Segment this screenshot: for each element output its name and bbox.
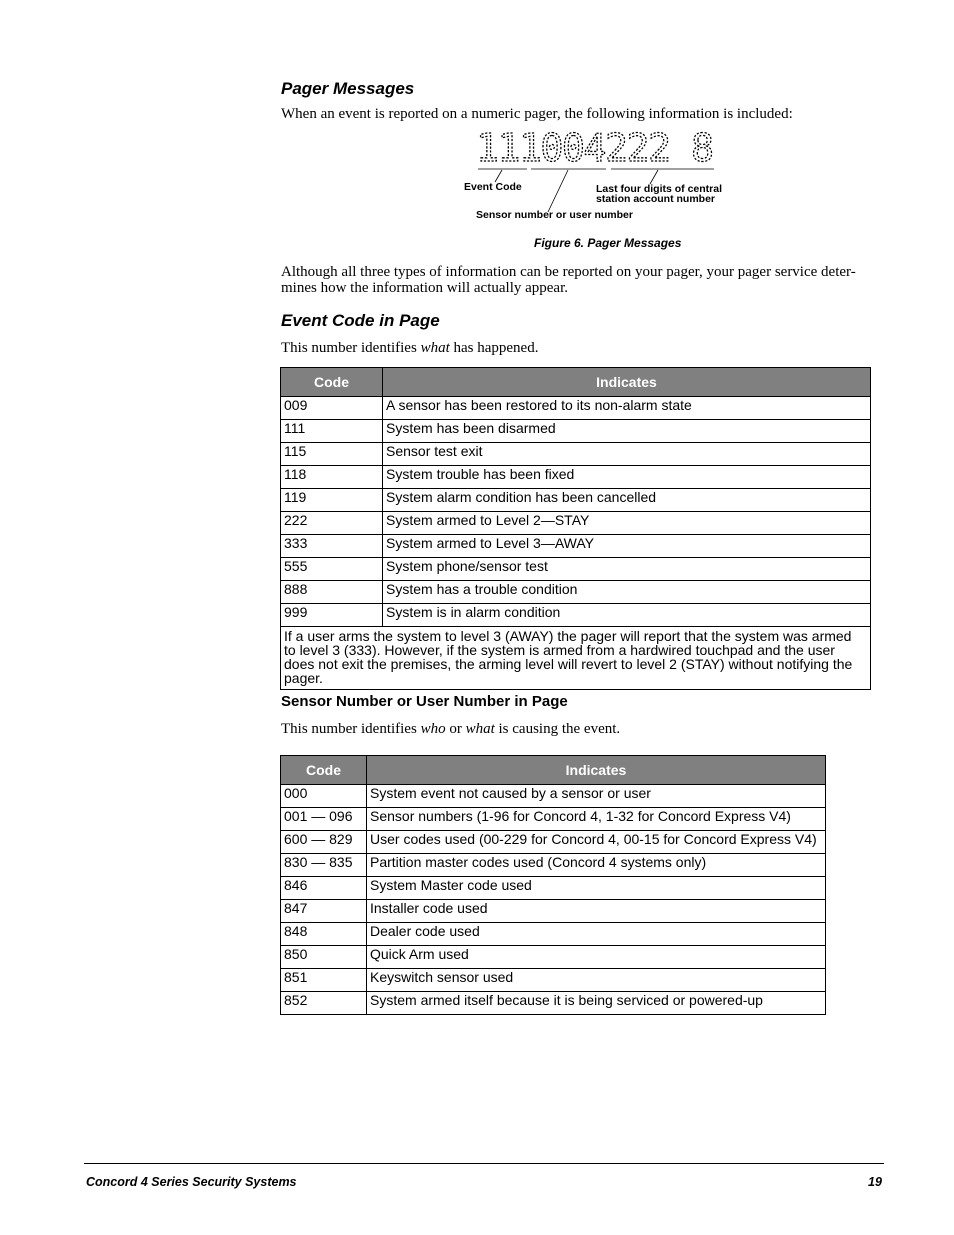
row-code: 118 [281, 466, 383, 489]
table-row [281, 785, 826, 808]
label-event-code: Event Code [464, 181, 522, 193]
pager-intro-text: When an event is reported on a numeric pager, the following information is included: [281, 106, 793, 122]
row-indicates: System event not caused by a sensor or user [367, 785, 826, 808]
footer-page-number: 19 [868, 1175, 882, 1189]
event-code-note: If a user arms the system to level 3 (AWAY) the pager will report that the system was armed to level 3 (333). However, if the system is armed from a hardwired touchpad and the user does not exit the premises, the arming level will revert to level 2 (STAY) without notifying the pager. [281, 627, 871, 690]
row-indicates: Dealer code used [367, 923, 826, 946]
table-row [281, 969, 826, 992]
section-heading-sensor-number: Sensor Number or User Number in Page [281, 693, 568, 710]
row-code: 847 [281, 900, 367, 923]
pager-digits: 111004222 8 [476, 126, 714, 170]
row-code: 115 [281, 443, 383, 466]
pager-after-text-line2: mines how the information will actually appear. [281, 280, 569, 296]
sensor-number-leader [548, 170, 568, 212]
row-indicates: A sensor has been restored to its non-alarm state [383, 397, 871, 420]
section-heading-event-code: Event Code in Page [281, 311, 440, 330]
table-header-row [281, 368, 871, 397]
table-row [281, 946, 826, 969]
row-indicates: Sensor test exit [383, 443, 871, 466]
row-indicates: Partition master codes used (Concord 4 systems only) [367, 854, 826, 877]
row-indicates: System has a trouble condition [383, 581, 871, 604]
table-row [281, 831, 826, 854]
row-code: 119 [281, 489, 383, 512]
table-row [281, 923, 826, 946]
table-row [281, 900, 826, 923]
row-code: 852 [281, 992, 367, 1015]
event-code-intro: This number identifies what has happened. [281, 340, 539, 356]
row-indicates: System armed itself because it is being serviced or powered-up [367, 992, 826, 1015]
col-header-indicates: Indicates [367, 756, 826, 785]
sensor-number-intro: This number identifies who or what is causing the event. [281, 721, 621, 737]
col-header-code: Code [281, 368, 383, 397]
row-code: 850 [281, 946, 367, 969]
table-row [281, 443, 871, 466]
account-number-leader [650, 170, 658, 184]
row-code: 600 — 829 [281, 831, 367, 854]
row-indicates: Installer code used [367, 900, 826, 923]
table-note-row [281, 627, 871, 690]
table-row [281, 397, 871, 420]
table-row [281, 420, 871, 443]
label-last-four-line2: station account number [596, 193, 716, 205]
table-header-row [281, 756, 826, 785]
row-code: 000 [281, 785, 367, 808]
pager-after-text-line1: Although all three types of information can be reported on your pager, your pager service deter- [281, 264, 856, 280]
row-indicates: System alarm condition has been cancelled [383, 489, 871, 512]
row-code: 846 [281, 877, 367, 900]
row-indicates: Sensor numbers (1-96 for Concord 4, 1-32 for Concord Express V4) [367, 808, 826, 831]
table-row [281, 512, 871, 535]
table-row [281, 854, 826, 877]
row-code: 999 [281, 604, 383, 627]
row-code: 333 [281, 535, 383, 558]
table-row [281, 808, 826, 831]
row-code: 888 [281, 581, 383, 604]
table-row [281, 489, 871, 512]
row-code: 009 [281, 397, 383, 420]
table-row [281, 604, 871, 627]
row-indicates: System phone/sensor test [383, 558, 871, 581]
row-indicates: System has been disarmed [383, 420, 871, 443]
row-code: 555 [281, 558, 383, 581]
row-code: 222 [281, 512, 383, 535]
table-row [281, 581, 871, 604]
footer-title: Concord 4 Series Security Systems [86, 1175, 297, 1189]
table-row [281, 466, 871, 489]
table-row [281, 992, 826, 1015]
row-code: 111 [281, 420, 383, 443]
section-heading-pager-messages: Pager Messages [281, 79, 415, 98]
col-header-code: Code [281, 756, 367, 785]
table-row [281, 535, 871, 558]
figure-caption: Figure 6. Pager Messages [534, 236, 682, 250]
row-code: 848 [281, 923, 367, 946]
footer-divider [84, 1163, 884, 1164]
sensor-number-table [280, 755, 826, 1015]
row-indicates: System armed to Level 3—AWAY [383, 535, 871, 558]
row-code: 001 — 096 [281, 808, 367, 831]
table-row [281, 558, 871, 581]
label-last-four-line1: Last four digits of central [596, 183, 723, 195]
row-indicates: System Master code used [367, 877, 826, 900]
row-indicates: Quick Arm used [367, 946, 826, 969]
row-indicates: User codes used (00-229 for Concord 4, 00-15 for Concord Express V4) [367, 831, 826, 854]
table-row [281, 877, 826, 900]
col-header-indicates: Indicates [383, 368, 871, 397]
row-indicates: System trouble has been fixed [383, 466, 871, 489]
row-indicates: Keyswitch sensor used [367, 969, 826, 992]
row-code: 830 — 835 [281, 854, 367, 877]
row-code: 851 [281, 969, 367, 992]
row-indicates: System armed to Level 2—STAY [383, 512, 871, 535]
label-sensor-number: Sensor number or user number [476, 209, 633, 221]
row-indicates: System is in alarm condition [383, 604, 871, 627]
event-code-table [280, 367, 871, 690]
